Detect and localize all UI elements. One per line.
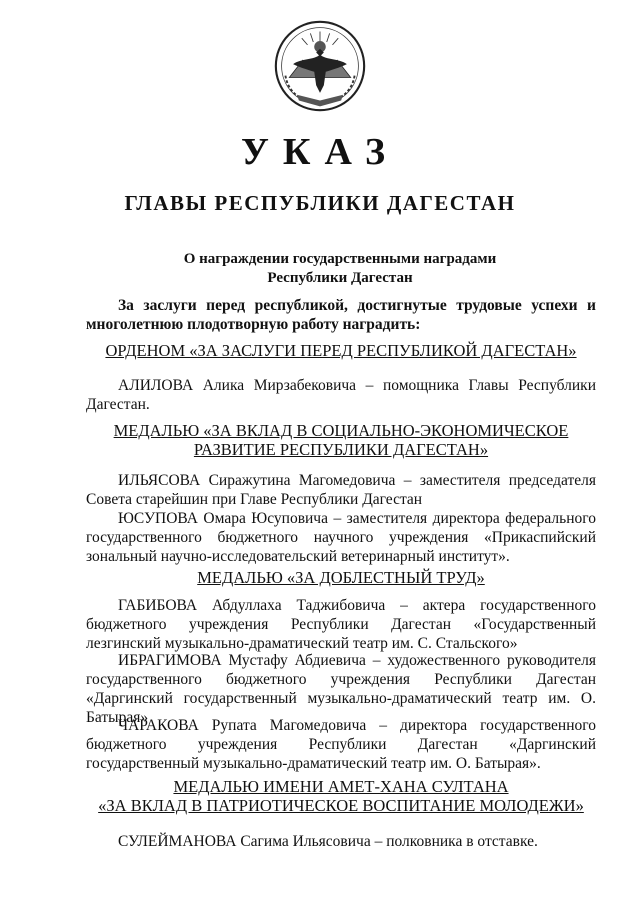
award-heading-order-merit: ОРДЕНОМ «ЗА ЗАСЛУГИ ПЕРЕД РЕСПУБЛИКОЙ ДАГЕСТАН» bbox=[105, 341, 577, 360]
award-heading-medal-amet-khan-sultan bbox=[86, 777, 596, 815]
awardee-ilyasov: ИЛЬЯСОВА Сиражутина Магомедовича – заместителя председателя Совета старейшин при Главе Республики Дагестан bbox=[86, 472, 596, 508]
decree-subject bbox=[0, 250, 640, 288]
document-title: УКАЗ bbox=[241, 131, 399, 173]
awardee-ibragimov: ИБРАГИМОВА Мустафу Абдиевича – художественного руководителя государственного бюджетного учреждения Республики Дагестан «Даргинский государственный музыкально-драматический театр им. О. Батырая» bbox=[86, 652, 596, 726]
awardee-charakov: ЧАРАКОВА Рупата Магомедовича – директора государственного бюджетного учреждения Республики Дагестан «Даргинский государственный музыкально-драматический театр им. О. Батырая». bbox=[86, 717, 596, 772]
decree-subject-line2: Республики Дагестан bbox=[267, 270, 413, 286]
decree-subject-line1: О награждении государственными наградами bbox=[183, 251, 497, 267]
awardee-alilov: АЛИЛОВА Алика Мирзабековича – помощника Главы Республики Дагестан. bbox=[86, 377, 596, 413]
award-heading-medal-amet-khan-sultan-line1: МЕДАЛЬЮ ИМЕНИ АМЕТ-ХАНА СУЛТАНА bbox=[173, 777, 509, 796]
award-heading-medal-contribution bbox=[86, 421, 596, 459]
decree-intro: За заслуги перед республикой, достигнутые трудовые успехи и многолетнюю плодотворную работу наградить: bbox=[86, 297, 596, 333]
award-heading-medal-contribution-line1: МЕДАЛЬЮ «ЗА ВКЛАД В СОЦИАЛЬНО-ЭКОНОМИЧЕСКОЕ bbox=[113, 421, 569, 440]
awardee-suleymanov: СУЛЕЙМАНОВА Сагима Ильясовича – полковника в отставке. bbox=[118, 833, 538, 850]
document-subtitle: ГЛАВЫ РЕСПУБЛИКИ ДАГЕСТАН bbox=[124, 191, 516, 215]
award-heading-medal-amet-khan-sultan-line2: «ЗА ВКЛАД В ПАТРИОТИЧЕСКОЕ ВОСПИТАНИЕ МОЛОДЕЖИ» bbox=[98, 796, 584, 815]
awardee-gabibov: ГАБИБОВА Абдуллаха Таджибовича – актера государственного бюджетного учреждения Республики Дагестан «Государственный лезгинский музыкально-драматический театр им. С. Стальского» bbox=[86, 597, 596, 652]
award-heading-medal-contribution-line2: РАЗВИТИЕ РЕСПУБЛИКИ ДАГЕСТАН» bbox=[193, 440, 489, 459]
dagestan-coat-of-arms-emblem bbox=[272, 18, 368, 114]
awardee-yusupov: ЮСУПОВА Омара Юсуповича – заместителя директора федерального государственного бюджетного научного учреждения «Прикаспийский зональный научно-исследовательский ветеринарный институт». bbox=[86, 510, 596, 565]
award-heading-medal-valiant-labor: МЕДАЛЬЮ «ЗА ДОБЛЕСТНЫЙ ТРУД» bbox=[197, 568, 485, 587]
